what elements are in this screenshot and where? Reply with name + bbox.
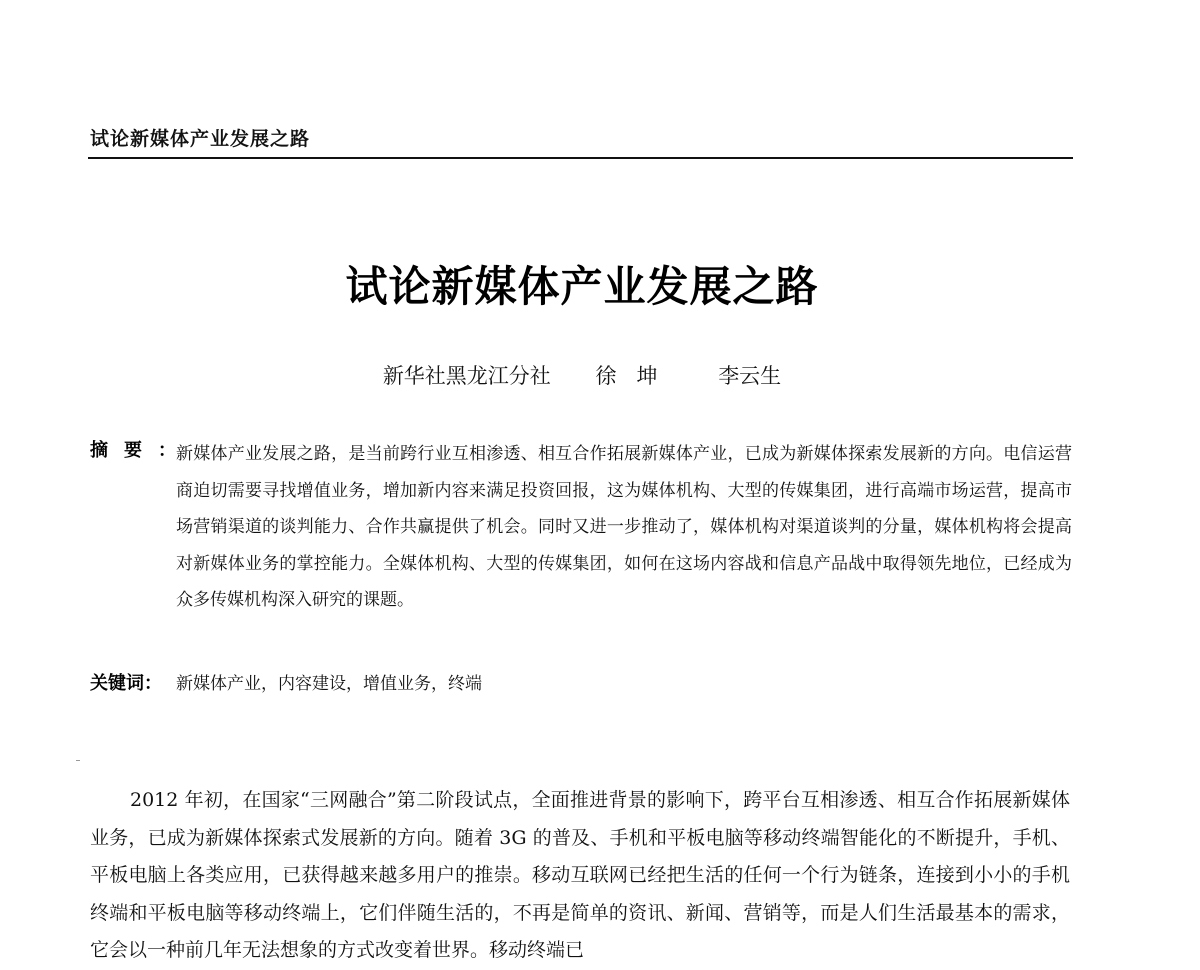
body-paragraph: 2012 年初，在国家“三网融合”第二阶段试点，全面推进背景的影响下，跨平台互相渗透、相互合作拓展新媒体业务，已成为新媒体探索式发展新的方向。随着 3G 的普及、手机和平板电脑等移动终端智能化的不断提升，手机、平板电脑上各类应用，已获得越来越多用户的推崇。移动互联网已经把生活的任何一个行为链条，连接到小小的手机终端和平板电脑等移动终端上，它们伴随生活的，不再是简单的资讯、新闻、营销等，而是人们生活最基本的需求，它会以一种前几年无法想象的方式改变着世界。移动终端已 <box>90 789 1070 961</box>
author-organization: 新华社黑龙江分社 <box>382 364 551 388</box>
keywords-label: 关键词： <box>90 673 162 694</box>
byline <box>0 360 1164 390</box>
scan-mark <box>76 760 80 761</box>
author-name: 徐坤 <box>595 364 678 388</box>
abstract-label: 摘要： <box>90 440 192 461</box>
article-title: 试论新媒体产业发展之路 <box>345 262 819 311</box>
abstract-text: 新媒体产业发展之路，是当前跨行业互相渗透、相互合作拓展新媒体产业，已成为新媒体探索发展新的方向。电信运营商迫切需要寻找增值业务，增加新内容来满足投资回报，这为媒体机构、大型的传媒集团，进行高端市场运营，提高市场营销渠道的谈判能力、合作共赢提供了机会。同时又进一步推动了，媒体机构对渠道谈判的分量，媒体机构将会提高对新媒体业务的掌控能力。全媒体机构、大型的传媒集团，如何在这场内容战和信息产品战中取得领先地位，已经成为众多传媒机构深入研究的课题。 <box>176 444 1072 610</box>
running-header: 试论新媒体产业发展之路 <box>90 128 311 150</box>
keywords-text: 新媒体产业，内容建设，增值业务，终端 <box>176 674 482 694</box>
author-name: 李云生 <box>718 364 782 388</box>
header-rule <box>88 157 1073 159</box>
